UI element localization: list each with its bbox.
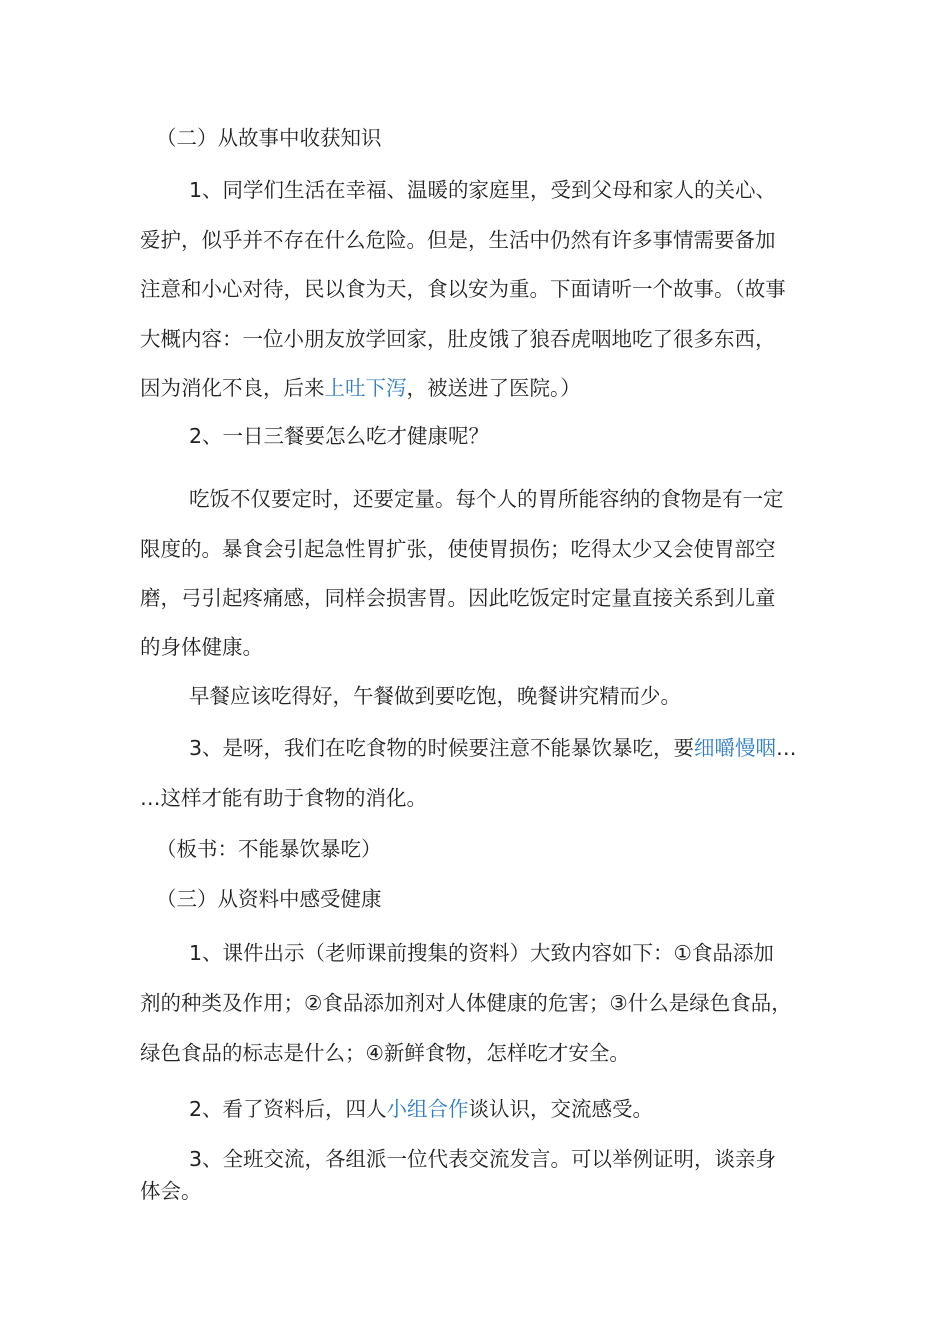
text-span: … [776, 736, 797, 760]
paragraph-line: 早餐应该吃得好，午餐做到要吃饱，晚餐讲究精而少。 [189, 684, 681, 708]
paragraph-line: 1、课件出示（老师课前搜集的资料）大致内容如下：①食品添加 [189, 941, 774, 965]
paragraph-line: 3、全班交流，各组派一位代表交流发言。可以举例证明，谈亲身 [189, 1147, 777, 1171]
paragraph-line: 绿色食品的标志是什么；④新鲜食物，怎样吃才安全。 [140, 1041, 630, 1065]
text-span: 3、是呀，我们在吃食物的时候要注意不能暴饮暴吃，要 [189, 736, 695, 760]
paragraph-line: 剂的种类及作用；②食品添加剂对人体健康的危害；③什么是绿色食品， [140, 991, 792, 1015]
paragraph-line: 限度的。暴食会引起急性胃扩张，使使胃损伤；吃得太少又会使胃部空 [140, 537, 776, 561]
text-span: ，被送进了医院。） [406, 376, 581, 400]
link-chew-slowly[interactable]: 细嚼慢咽 [694, 736, 777, 760]
link-vomit-diarrhea[interactable]: 上吐下泻 [324, 376, 407, 400]
paragraph-line: 2、一日三餐要怎么吃才健康呢？ [189, 424, 490, 448]
link-group-cooperation[interactable]: 小组合作 [386, 1097, 469, 1121]
paragraph-line: …这样才能有助于食物的消化。 [140, 786, 427, 810]
text-span: 谈认识，交流感受。 [468, 1097, 654, 1121]
paragraph-line: 大概内容：一位小朋友放学回家，肚皮饿了狼吞虎咽地吃了很多东西， [140, 327, 776, 351]
text-span: 因为消化不良，后来 [140, 376, 325, 400]
section-heading-2: （二）从故事中收获知识 [156, 126, 382, 150]
paragraph-line: 体会。 [140, 1179, 202, 1203]
section-heading-3: （三）从资料中感受健康 [156, 887, 382, 911]
paragraph-line: 注意和小心对待，民以食为天，食以安为重。下面请听一个故事。（故事 [140, 277, 786, 301]
paragraph-line [189, 1095, 829, 1123]
paragraph-line: 爱护，似乎并不存在什么危险。但是，生活中仍然有许多事情需要备加 [140, 228, 776, 252]
paragraph-line: 磨，弓引起疼痛感，同样会损害胃。因此吃饭定时定量直接关系到儿童 [140, 586, 776, 610]
paragraph-line: 的身体健康。 [140, 635, 263, 659]
board-note: （板书：不能暴饮暴吃） [156, 837, 382, 861]
paragraph-line: 吃饭不仅要定时，还要定量。每个人的胃所能容纳的食物是有一定 [189, 487, 784, 511]
paragraph-line [189, 734, 829, 762]
paragraph-line: 1、同学们生活在幸福、温暖的家庭里，受到父母和家人的关心、 [189, 178, 777, 202]
text-span: 2、看了资料后，四人 [189, 1097, 387, 1121]
paragraph-line [140, 374, 830, 402]
